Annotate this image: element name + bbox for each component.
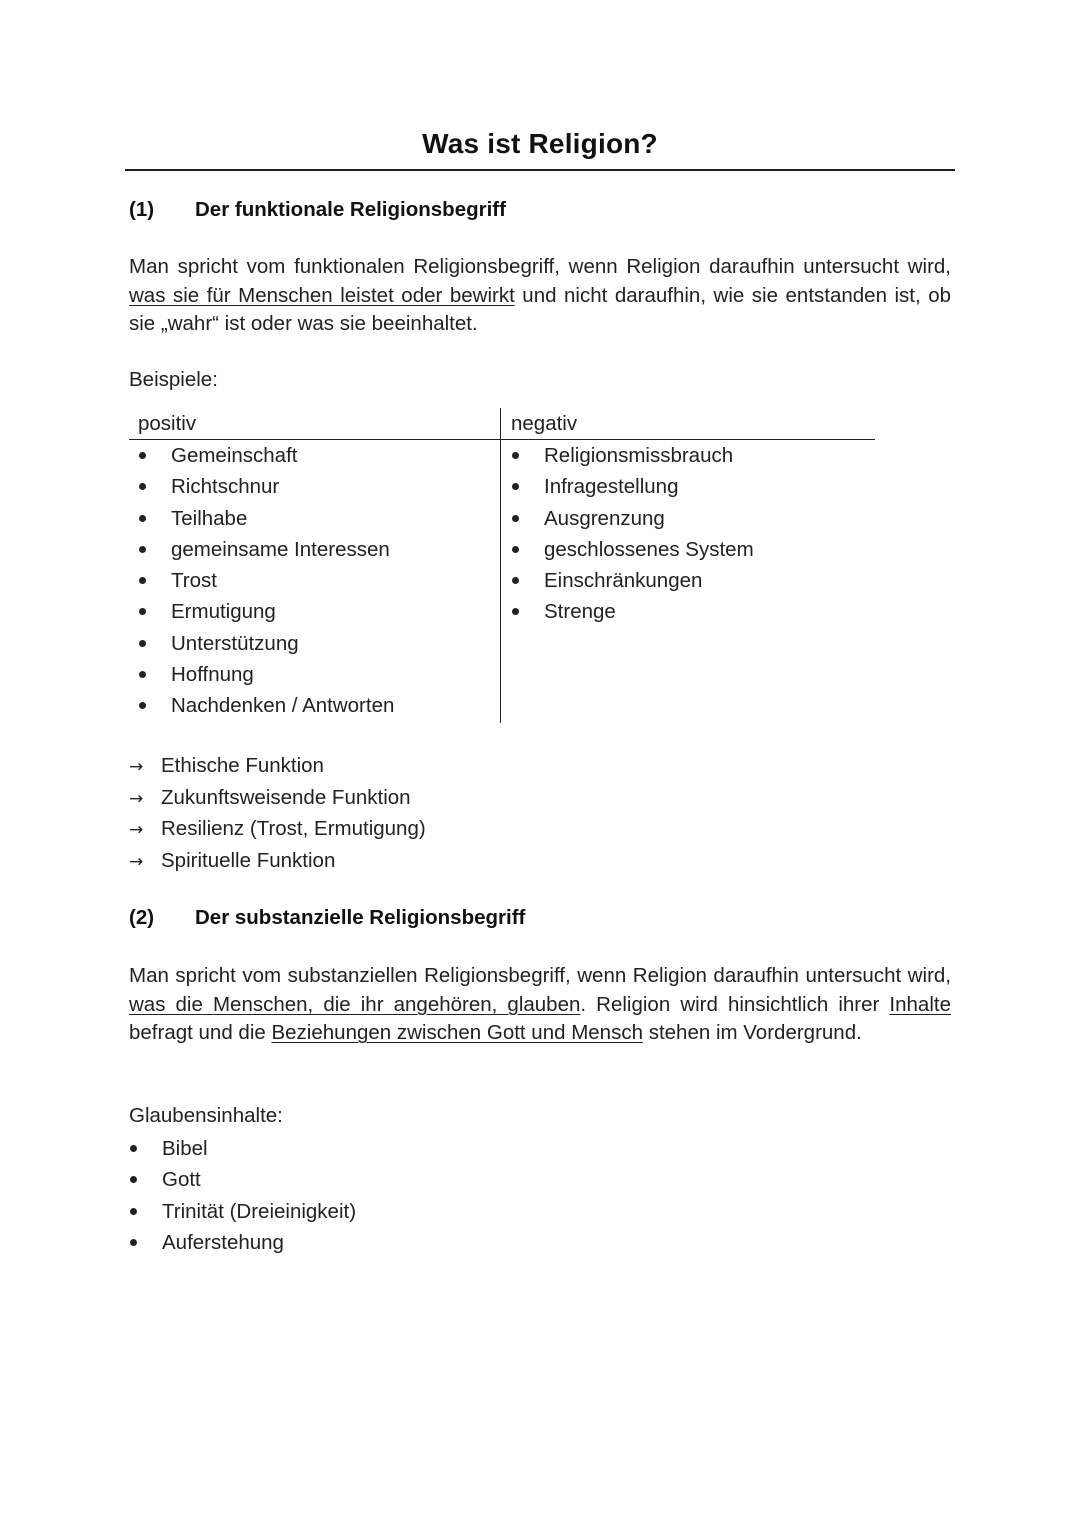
bullet-icon [512, 452, 519, 459]
function-label: Zukunftsweisende Funktion [161, 785, 411, 809]
section-2-paragraph [129, 962, 951, 1048]
list-item-label: geschlossenes System [544, 537, 754, 561]
underlined-text: Beziehungen zwischen Gott und Mensch [271, 1021, 643, 1044]
paragraph-text: befragt und die [129, 1021, 272, 1044]
bullet-icon [139, 577, 146, 584]
function-item [129, 813, 426, 845]
underlined-text: Inhalte [889, 992, 951, 1016]
bullet-icon [512, 546, 519, 553]
list-item-label: Gemeinschaft [171, 444, 298, 467]
list-item-label: Bibel [162, 1137, 208, 1160]
bullet-icon [139, 483, 146, 490]
table-header-positive: positiv [138, 412, 197, 435]
function-label: Resilienz (Trost, Ermutigung) [161, 817, 426, 840]
list-item-label: Einschränkungen [544, 569, 703, 593]
list-item-label: Unterstützung [171, 631, 299, 655]
section-2-heading [129, 906, 525, 930]
function-label: Spirituelle Funktion [161, 848, 336, 872]
arrow-right-icon: → [129, 851, 144, 872]
bullet-icon [139, 702, 146, 709]
table-header-negative: negativ [511, 412, 578, 435]
function-label: Ethische Funktion [161, 754, 324, 777]
functions-list [129, 750, 426, 876]
function-item [129, 845, 426, 877]
list-item-label: Ermutigung [171, 600, 276, 624]
list-item-label: Trinität (Dreieinigkeit) [162, 1199, 357, 1223]
paragraph-text: Man spricht vom funktionalen Religionsbegriff, wenn Religion daraufhin untersucht wird, [129, 255, 951, 278]
examples-label: Beispiele: [129, 368, 218, 391]
list-item-label: gemeinsame Interessen [171, 537, 390, 561]
section-1-title: Der funktionale Religionsbegriff [195, 198, 506, 221]
bullet-icon [130, 1239, 137, 1246]
list-item-label: Religionsmissbrauch [544, 444, 734, 467]
list-item-label: Gott [162, 1168, 201, 1192]
list-item-label: Infragestellung [544, 475, 679, 499]
bullet-icon [512, 577, 519, 584]
underlined-text: was sie für Menschen leistet oder bewirkt [129, 283, 515, 307]
bullet-icon [130, 1145, 137, 1152]
page-title: Was ist Religion? [422, 128, 658, 159]
bullet-icon [139, 608, 146, 615]
bullet-icon [139, 515, 146, 522]
function-item [129, 782, 426, 814]
section-1-paragraph [129, 253, 951, 339]
section-2-title: Der substanzielle Religionsbegriff [195, 906, 526, 929]
paragraph-text: Man spricht vom substanziellen Religionsbegriff, wenn Religion daraufhin untersucht wird, [129, 964, 951, 987]
list-item-label: Teilhabe [171, 506, 248, 530]
bullet-icon [130, 1176, 137, 1183]
paragraph-text: . Religion wird hinsichtlich ihrer [580, 992, 890, 1016]
list-item-label: Hoffnung [171, 663, 254, 687]
section-1-number: (1) [129, 198, 155, 221]
bullet-icon [139, 671, 146, 678]
list-item-label: Ausgrenzung [544, 506, 665, 530]
beliefs-label: Glaubensinhalte: [129, 1104, 283, 1127]
arrow-right-icon: → [129, 757, 144, 777]
bullet-icon [130, 1208, 137, 1215]
list-item-label: Nachdenken / Antworten [171, 694, 395, 718]
function-item [129, 750, 426, 782]
underlined-text: was die Menschen, die ihr angehören, glauben [129, 992, 581, 1016]
arrow-right-icon: → [129, 788, 144, 809]
bullet-icon [139, 452, 146, 459]
bullet-icon [139, 640, 146, 647]
paragraph-text: stehen im Vordergrund. [643, 1021, 862, 1044]
bullet-icon [139, 546, 146, 553]
list-item-label: Strenge [544, 600, 616, 624]
section-2-number: (2) [129, 906, 155, 929]
title-underline [125, 169, 955, 171]
list-item-label: Richtschnur [171, 475, 280, 499]
list-item-label: Trost [171, 569, 217, 593]
bullet-icon [512, 483, 519, 490]
paragraph-text: und nicht daraufhin, wie sie entstanden ist, ob sie „wahr“ ist oder was sie beeinhaltet. [129, 283, 951, 335]
table-column-divider [500, 408, 501, 723]
arrow-right-icon: → [129, 820, 144, 840]
list-item-label: Auferstehung [162, 1230, 284, 1254]
bullet-icon [512, 608, 519, 615]
bullet-icon [512, 515, 519, 522]
section-1-heading [129, 198, 506, 222]
